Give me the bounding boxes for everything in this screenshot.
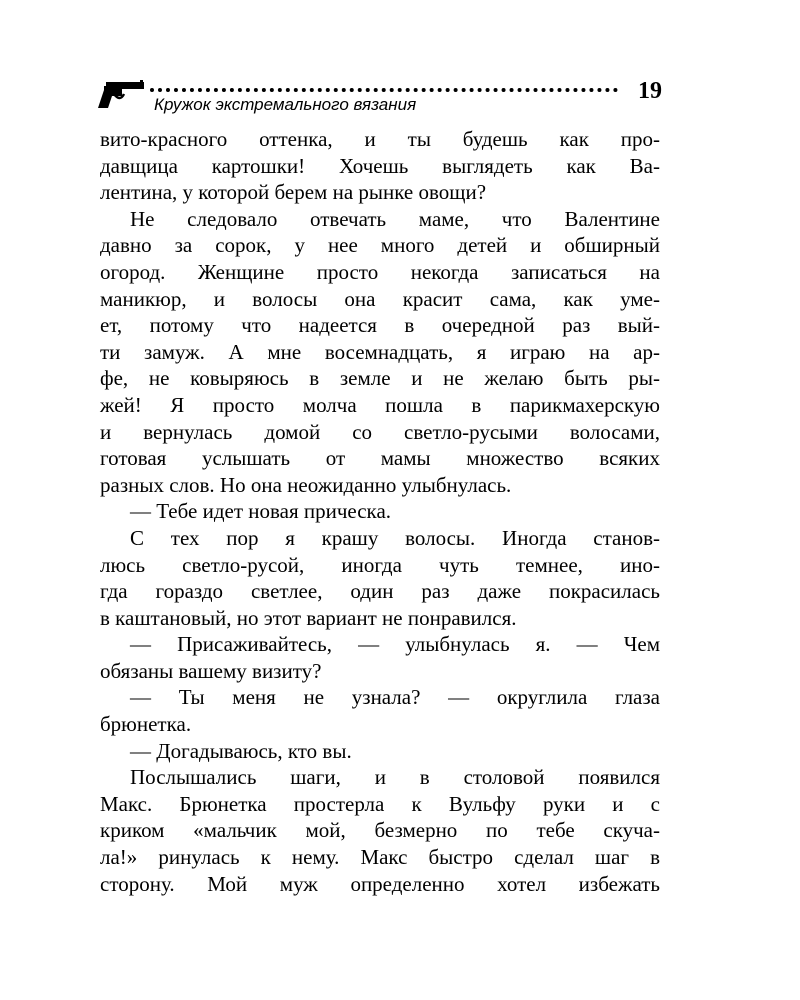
text-line: в каштановый, но этот вариант не понравился. <box>100 605 517 630</box>
text-line: обязаны вашему визиту? <box>100 658 322 683</box>
text-line: люсь светло-русой, иногда чуть темнее, ино- <box>100 552 660 577</box>
text-line: Не следовало отвечать маме, что Валентине <box>130 206 660 231</box>
text-line: гда гораздо светлее, один раз даже покрасилась <box>100 579 660 604</box>
text-line: С тех пор я крашу волосы. Иногда станов- <box>130 525 660 550</box>
header-dotted-rule <box>150 88 618 92</box>
text-line: криком «мальчик мой, безмерно по тебе скуча- <box>100 818 660 843</box>
text-line: Послышались шаги, и в столовой появился <box>130 765 660 790</box>
text-line: сторону. Мой муж определенно хотел избежать <box>100 871 660 896</box>
body-text <box>100 126 660 897</box>
revolver-icon <box>98 80 148 110</box>
text-line: Макс. Брюнетка простерла к Вульфу руки и с <box>100 791 660 816</box>
text-line: огород. Женщине просто некогда записаться на <box>100 259 660 284</box>
text-line: ла!» ринулась к нему. Макс быстро сделал шаг в <box>100 845 660 870</box>
page-number: 19 <box>638 78 662 104</box>
text-line: фе, не ковыряюсь в земле и не желаю быть ры- <box>100 366 660 391</box>
text-line: жей! Я просто молча пошла в парикмахерскую <box>100 392 660 417</box>
text-line: ти замуж. А мне восемнадцать, я играю на ар- <box>100 339 660 364</box>
text-line: лентина, у которой берем на рынке овощи? <box>100 180 487 205</box>
text-line: ет, потому что надеется в очередной раз вый- <box>100 313 660 338</box>
book-title: Кружок экстремального вязания <box>154 95 417 114</box>
text-line: давно за сорок, у нее много детей и обширный <box>100 233 660 258</box>
text-line: маникюр, и волосы она красит сама, как уме- <box>100 286 660 311</box>
text-line: брюнетка. <box>100 712 192 737</box>
running-header <box>98 76 662 116</box>
text-line: — Ты меня не узнала? — округлила глаза <box>130 685 660 710</box>
text-line: — Присаживайтесь, — улыбнулась я. — Чем <box>130 632 660 657</box>
text-line: вито-красного оттенка, и ты будешь как про- <box>100 127 660 151</box>
text-line: давщица картошки! Хочешь выглядеть как Ва- <box>100 153 660 178</box>
text-line: — Тебе идет новая прическа. <box>130 499 392 524</box>
text-line: разных слов. Но она неожиданно улыбнулась. <box>100 472 512 497</box>
text-line: готовая услышать от мамы множество всяких <box>100 446 660 471</box>
text-line: — Догадываюсь, кто вы. <box>130 738 352 763</box>
text-line: и вернулась домой со светло-русыми волосами, <box>100 419 660 444</box>
